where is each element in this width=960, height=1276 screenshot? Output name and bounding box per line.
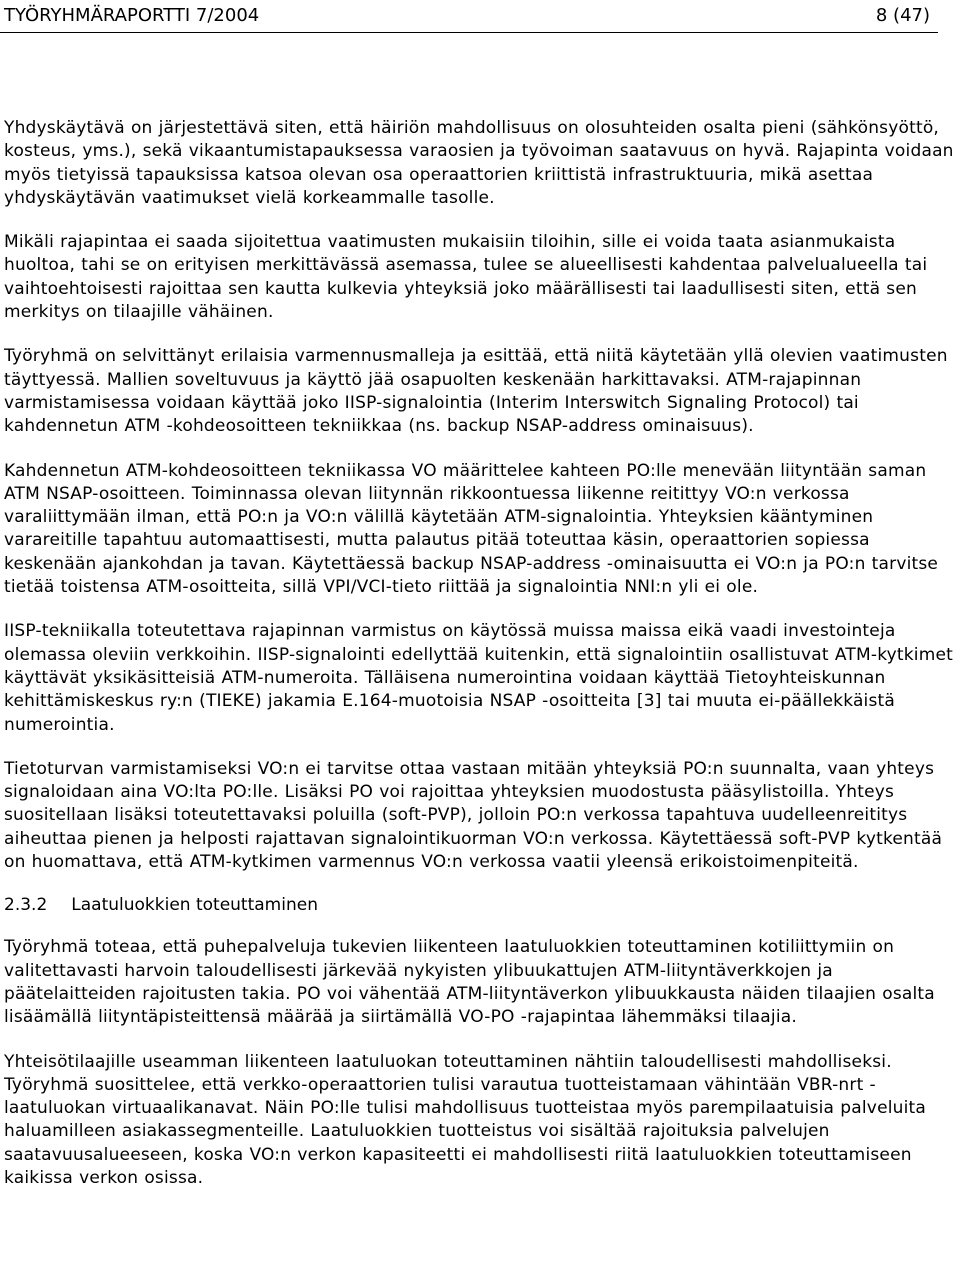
report-title: TYÖRYHMÄRAPORTTI 7/2004 xyxy=(4,4,260,26)
page-number: 8 (47) xyxy=(875,4,930,26)
document-body xyxy=(4,117,956,1190)
paragraph: Yhteisötilaajille useamman liikenteen laatuluokan toteuttaminen nähtiin taloudellisesti mahdolliseksi. Työryhmä suosittelee, että verkko-operaattorien tulisi varautua tuotteistamaan vähintään VBR-nrt -laatuluokan virtuaalikanavat. Näin PO:lle tulisi mahdollisuus tuotteistaa myös parempilaatuisia palveluita haluamilleen asiakassegmenteille. Laatuluokkien tuotteistus voi sisältää rajoituksia palvelujen saatavuusalueeseen, koska VO:n verkon kapasiteetti ei mahdollisesti riitä laatuluokkien toteuttamiseen kaikissa verkon osissa. xyxy=(4,1051,927,1188)
section-title: Laatuluokkien toteuttaminen xyxy=(71,895,318,916)
paragraph: Yhdyskäytävä on järjestettävä siten, että häiriön mahdollisuus on olosuhteiden osalta pieni (sähkönsyöttö, kosteus, yms.), sekä vikaantumistapauksessa varaosien ja työvoiman saatavuus on hyvä. Rajapinta voidaan myös tietyissä tapauksissa katsoa olevan osa operaattorien kriittistä infrastruktuuria, mikä asettaa yhdyskäytävän vaatimukset vielä korkeammalle tasolle. xyxy=(4,118,954,208)
section-number: 2.3.2 xyxy=(4,895,48,916)
section-heading xyxy=(4,894,956,917)
header-divider xyxy=(0,32,938,33)
paragraph: Tietoturvan varmistamiseksi VO:n ei tarvitse ottaa vastaan mitään yhteyksiä PO:n suunnalta, vaan yhteys signaloidaan aina VO:lta PO:lle. Lisäksi PO voi rajoittaa yhteyksien muodostusta pääsylistoilla. Yhteys suositellaan lisäksi toteutettavaksi poluilla (soft-PVP), jolloin PO:n verkossa tapahtuva uudelleenreititys aiheuttaa pienen ja helposti rajattavan signalointikuorman VO:n verkossa. Käytettäessä soft-PVP kytkentää on huomattava, että ATM-kytkimen varmennus VO:n verkossa vaatii yleensä erikoistoimenpiteitä. xyxy=(4,758,943,873)
paragraph: Kahdennetun ATM-kohdeosoitteen tekniikassa VO määrittelee kahteen PO:lle menevään liityntään saman ATM NSAP-osoitteen. Toiminnassa olevan liitynnän rikkoontuessa liikenne reitittyy VO:n verkossa varaliittymään ilman, että PO:n ja VO:n välillä käytetään ATM-signalointia. Yhteyksien kääntyminen varareitille tapahtuu automaattisesti, mutta palautus pitää toteuttaa käsin, operaattorien sopiessa keskenään ajankohdan ja tavan. Käytettäessä backup NSAP-address -ominaisuutta ei VO:n ja PO:n tarvitse tietää toistensa ATM-osoitteita, sillä VPI/VCI-tieto riittää ja signalointia NNI:n yli ei ole. xyxy=(4,460,939,598)
paragraph: Työryhmä toteaa, että puhepalveluja tukevien liikenteen laatuluokkien toteuttaminen kotiliittymiin on valitettavasti harvoin taloudellisesti järkevää nykyisten ylibuukattujen ATM-liityntäverkkojen ja päätelaitteiden rajoitusten takia. PO voi vähentää ATM-liityntäverkon ylibuukkausta näiden tilaajien osalta lisäämällä liityntäpisteittensä määrää ja siirtämällä VO-PO -rajapintaa lähemmäksi tilaajia. xyxy=(4,937,935,1028)
paragraph: IISP-tekniikalla toteutettava rajapinnan varmistus on käytössä muissa maissa eikä vaadi investointeja olemassa oleviin verkkoihin. IISP-signalointi edellyttää kuitenkin, että signalointiin osallistuvat ATM-kytkimet käyttävät yksikäsitteisiä ATM-numeroita. Tälläisena numerointina voidaan käyttää Tietoyhteiskunnan kehittämiskeskus ry:n (TIEKE) jakamia E.164-muotoisia NSAP -osoitteita [3] tai muuta ei-päällekkäistä numerointia. xyxy=(4,621,954,735)
paragraph: Työryhmä on selvittänyt erilaisia varmennusmalleja ja esittää, että niitä käytetään yllä olevien vaatimusten täyttyessä. Mallien soveltuvuus ja käyttö jää osapuolten keskenään harkittavaksi. ATM-rajapinnan varmistamisessa voidaan käyttää joko IISP-signalointia (Interim Interswitch Signaling Protocol) tai kahdennetun ATM -kohdeosoitteen tekniikkaa (ns. backup NSAP-address ominaisuus). xyxy=(4,346,948,437)
paragraph: Mikäli rajapintaa ei saada sijoitettua vaatimusten mukaisiin tiloihin, sille ei voida taata asianmukaista huoltoa, tahi se on erityisen merkittävässä asemassa, tulee se alueellisesti kahdentaa palvelualueella tai vaihtoehtoisesti rajoittaa sen kautta kulkevia yhteyksiä joko määrällisesti tai laadullisesti siten, että sen merkitys on tilaajille vähäinen. xyxy=(4,232,928,323)
page-header xyxy=(4,2,930,28)
